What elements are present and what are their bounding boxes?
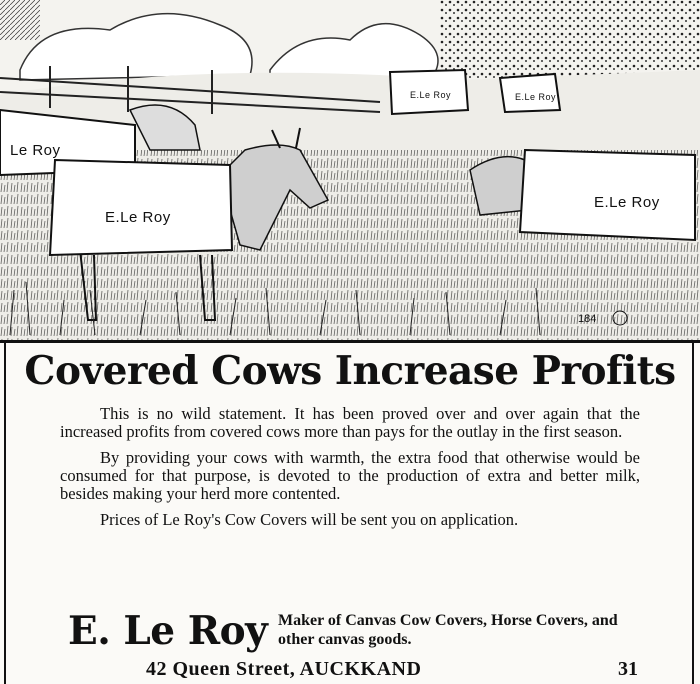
- paragraph: This is no wild statement. It has been proved over and over again that the increased profits from covered cows more than pays for the outlay in the first season.: [60, 404, 640, 441]
- body-copy: [60, 405, 640, 537]
- cover-label: E.Le Roy: [594, 194, 660, 211]
- cover-label: E.Le Roy: [105, 209, 171, 226]
- cover-label: E.Le Roy: [515, 92, 557, 102]
- street-address: 42 Queen Street, AUCKKAND: [146, 658, 422, 680]
- cover-label: Le Roy: [10, 142, 61, 159]
- headline: Covered Cows Increase Profits: [24, 348, 676, 394]
- maker-description: Maker of Canvas Cow Covers, Horse Covers, and other canvas goods.: [278, 612, 618, 648]
- paragraph: Prices of Le Roy's Cow Covers will be sent you on application.: [100, 510, 519, 529]
- advertiser-name: E. Le Roy: [68, 608, 268, 654]
- paragraph: By providing your cows with warmth, the extra food that otherwise would be consumed for that purpose, is devoted to the production of extra and better milk, besides making your herd more contented.: [60, 448, 640, 503]
- cover-label: E.Le Roy: [410, 90, 452, 100]
- cow-right: [470, 157, 528, 215]
- page-number: 31: [618, 658, 638, 680]
- cut-number: 184: [578, 313, 597, 325]
- pasture-scene: [0, 0, 700, 340]
